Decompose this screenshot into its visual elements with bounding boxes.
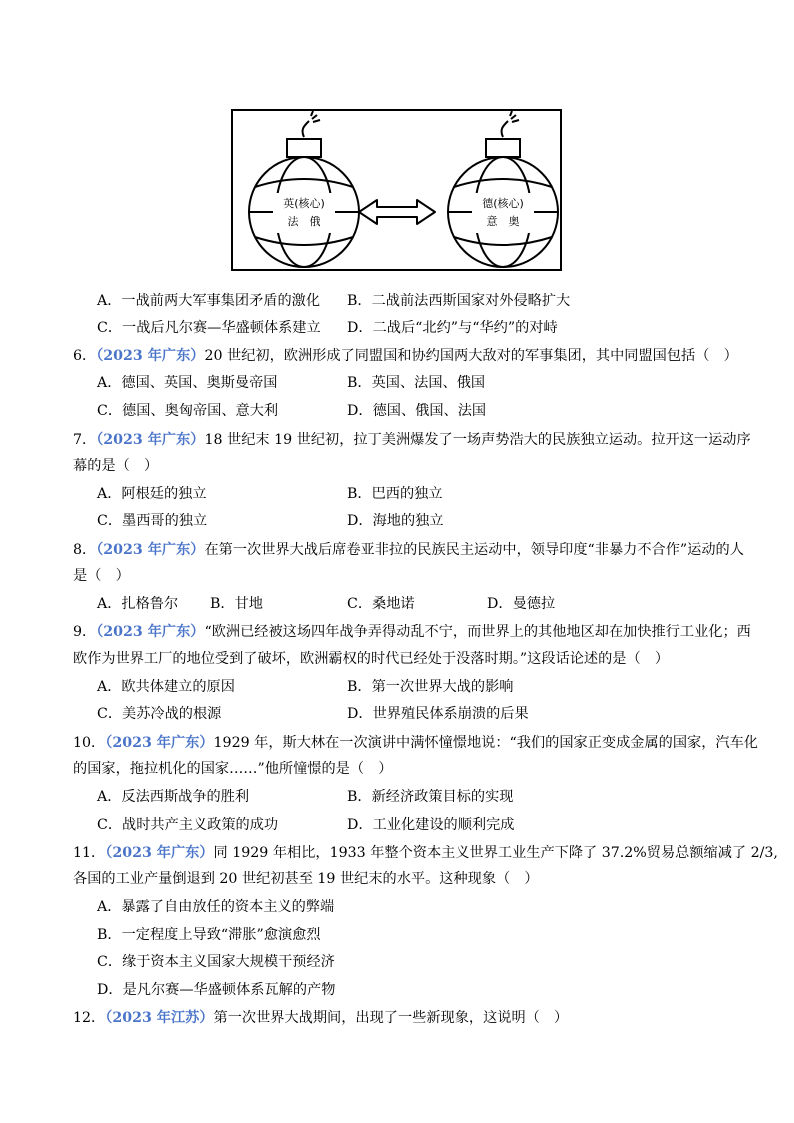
q11-option-b: B．一定程度上导致“滞胀”愈演愈烈 xyxy=(97,927,321,943)
q11-option-a: A．暴露了自由放任的资本主义的弊端 xyxy=(97,899,335,915)
q6-stem xyxy=(73,346,738,366)
q8-number: 8． xyxy=(73,542,97,558)
q10-option-b: B．新经济政策目标的实现 xyxy=(347,789,514,805)
left-bomb-label-top: 英(核心) xyxy=(283,197,325,210)
q10-text-line1: 1929 年，斯大林在一次演讲中满怀憧憬地说：“我们的国家正变成金属的国家，汽车化 xyxy=(213,735,758,751)
q12-stem xyxy=(73,1008,568,1028)
q12-number: 12． xyxy=(73,1010,106,1026)
q11-option-d: D．是凡尔赛—华盛顿体系瓦解的产物 xyxy=(97,982,336,998)
q11-option-c: C．缘于资本主义国家大规模干预经济 xyxy=(97,954,335,970)
q7-source: （2023 年广东） xyxy=(96,432,205,448)
q11-number: 11． xyxy=(73,845,106,861)
q10-source: （2023 年广东） xyxy=(105,735,214,751)
q5-option-b: B．二战前法西斯国家对外侵略扩大 xyxy=(347,293,571,309)
q8-stem xyxy=(73,540,744,560)
q9-text-line1: “欧洲已经被这场四年战争弄得动乱不宁，而世界上的其他地区却在加快推行工业化；西 xyxy=(204,624,751,640)
q8-text-line2: 是（ ） xyxy=(73,568,130,584)
q7-number: 7． xyxy=(73,432,97,448)
q7-text-line2: 幕的是（ ） xyxy=(73,458,159,474)
q7-option-d: D．海地的独立 xyxy=(347,513,444,529)
q5-option-c: C．一战后凡尔赛—华盛顿体系建立 xyxy=(97,320,321,336)
q10-stem xyxy=(73,733,758,753)
q6-number: 6． xyxy=(73,348,97,364)
q9-option-b: B．第一次世界大战的影响 xyxy=(347,679,514,695)
q6-option-b: B．英国、法国、俄国 xyxy=(347,375,486,391)
q10-option-a: A．反法西斯战争的胜利 xyxy=(97,789,250,805)
q6-option-a: A．德国、英国、奥斯曼帝国 xyxy=(97,375,278,391)
q12-text: 第一次世界大战期间，出现了一些新现象，这说明（ ） xyxy=(213,1010,569,1026)
q8-option-a: A．扎格鲁尔 xyxy=(97,596,179,612)
q7-text-line1: 18 世纪末 19 世纪初，拉丁美洲爆发了一场声势浩大的民族独立运动。拉开这一运动序 xyxy=(204,432,751,448)
q7-option-b: B．巴西的独立 xyxy=(347,486,443,502)
q11-text-line1: 同 1929 年相比，1933 年整个资本主义世界工业生产下降了 37.2%贸易总额缩减了 2/3, xyxy=(213,845,778,861)
q5-option-d: D．二战后“北约”与“华约”的对峙 xyxy=(347,320,558,336)
q11-source: （2023 年广东） xyxy=(105,845,214,861)
alliance-bombs-figure xyxy=(231,109,562,271)
q9-stem xyxy=(73,622,751,642)
q8-option-d: D．曼德拉 xyxy=(487,596,556,612)
q10-option-c: C．战时共产主义政策的成功 xyxy=(97,817,279,833)
q8-option-c: C．桑地诺 xyxy=(347,596,415,612)
q10-number: 10． xyxy=(73,735,106,751)
q6-text: 20 世纪初，欧洲形成了同盟国和协约国两大敌对的军事集团，其中同盟国包括（ ） xyxy=(204,348,738,364)
q7-option-c: C．墨西哥的独立 xyxy=(97,513,208,529)
q8-text-line1: 在第一次世界大战后席卷亚非拉的民族民主运动中，领导印度“非暴力不合作”运动的人 xyxy=(204,542,744,558)
q9-text-line2: 欧作为世界工厂的地位受到了破坏，欧洲霸权的时代已经处于没落时期。”这段话论述的是（ ） xyxy=(73,651,670,667)
q10-option-d: D．工业化建设的顺利完成 xyxy=(347,817,515,833)
right-bomb-label-bottom: 意 奥 xyxy=(486,215,520,228)
q6-option-c: C．德国、奥匈帝国、意大利 xyxy=(97,403,279,419)
q9-option-c: C．美苏冷战的根源 xyxy=(97,706,222,722)
q9-number: 9． xyxy=(73,624,97,640)
q6-option-d: D．德国、俄国、法国 xyxy=(347,403,487,419)
q7-option-a: A．阿根廷的独立 xyxy=(97,486,207,502)
right-bomb-label-top: 德(核心) xyxy=(482,197,524,210)
q9-option-a: A．欧共体建立的原因 xyxy=(97,679,235,695)
q12-source: （2023 年江苏） xyxy=(105,1010,214,1026)
q7-stem xyxy=(73,430,751,450)
q11-text-line2: 各国的工业产量倒退到 20 世纪初甚至 19 世纪末的水平。这种现象（ ） xyxy=(73,871,539,887)
left-bomb-label-bottom: 法 俄 xyxy=(287,215,321,228)
q11-stem xyxy=(73,843,778,863)
q9-option-d: D．世界殖民体系崩溃的后果 xyxy=(347,706,529,722)
q8-option-b: B．甘地 xyxy=(210,596,263,612)
q10-text-line2: 的国家，拖拉机化的国家……”他所憧憬的是（ ） xyxy=(73,761,393,777)
q6-source: （2023 年广东） xyxy=(96,348,205,364)
q5-option-a: A．一战前两大军事集团矛盾的激化 xyxy=(97,293,321,309)
q8-source: （2023 年广东） xyxy=(96,542,205,558)
q9-source: （2023 年广东） xyxy=(96,624,205,640)
